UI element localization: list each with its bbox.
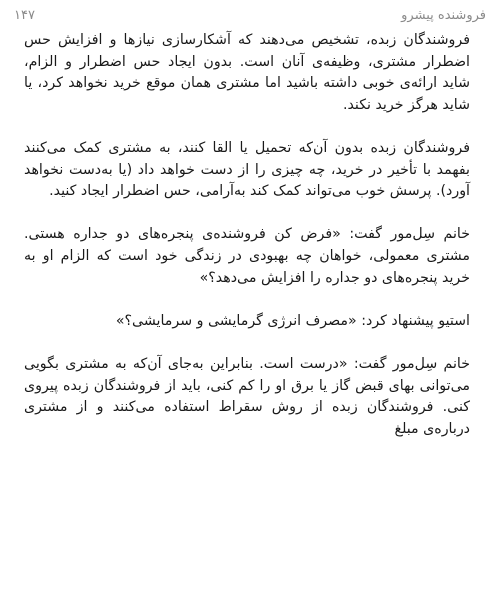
running-title: فروشنده پیشرو	[401, 7, 486, 23]
paragraph: استیو پیشنهاد کرد: «مصرف انرژی گرمایشی و سرمایشی؟»	[115, 312, 470, 329]
page-number: ۱۴۷	[14, 7, 35, 23]
page-body	[24, 30, 470, 440]
paragraph: خانم سِل‌مور گفت: «فرض کن فروشنده‌ی پنجره‌های دو جداره هستی. مشتری معمولی، خواهان چه بهبودی در زندگی خود است که الزام او به خرید پنجره‌های دو جداره را افزایش می‌دهد؟»	[24, 226, 470, 286]
paragraph: فروشندگان زبده بدون آن‌که تحمیل یا القا کنند، به مشتری کمک می‌کنند بفهمد با تأخیر در خرید، چه چیزی را از دست خواهد داد (یا به‌دست نخواهد آورد). پرسش خوب می‌تواند کمک کند به‌آرامی، حس اضطرار ایجاد کنید.	[24, 139, 470, 200]
paragraph: فروشندگان زبده، تشخیص می‌دهند که آشکارسازی نیازها و افزایش حس اضطرار مشتری، وظیفه‌ی آنان است. بدون ایجاد حس اضطرار و الزام، شاید ارائه‌ی خوبی داشته باشید اما مشتری همان موقع خرید نخواهد کرد، یا شاید هرگز خرید نکند.	[24, 32, 470, 113]
paragraph: خانم سِل‌مور گفت: «درست است. بنابراین به‌جای آن‌که به مشتری بگویی می‌توانی بهای قبض گاز یا برق او را کم کنی، باید از فروشندگان زبده پیروی کنی. فروشندگان زبده از روش سقراط استفاده می‌کنند و از مشتری درباره‌ی مبلغ	[24, 355, 470, 437]
page-header	[14, 4, 486, 26]
